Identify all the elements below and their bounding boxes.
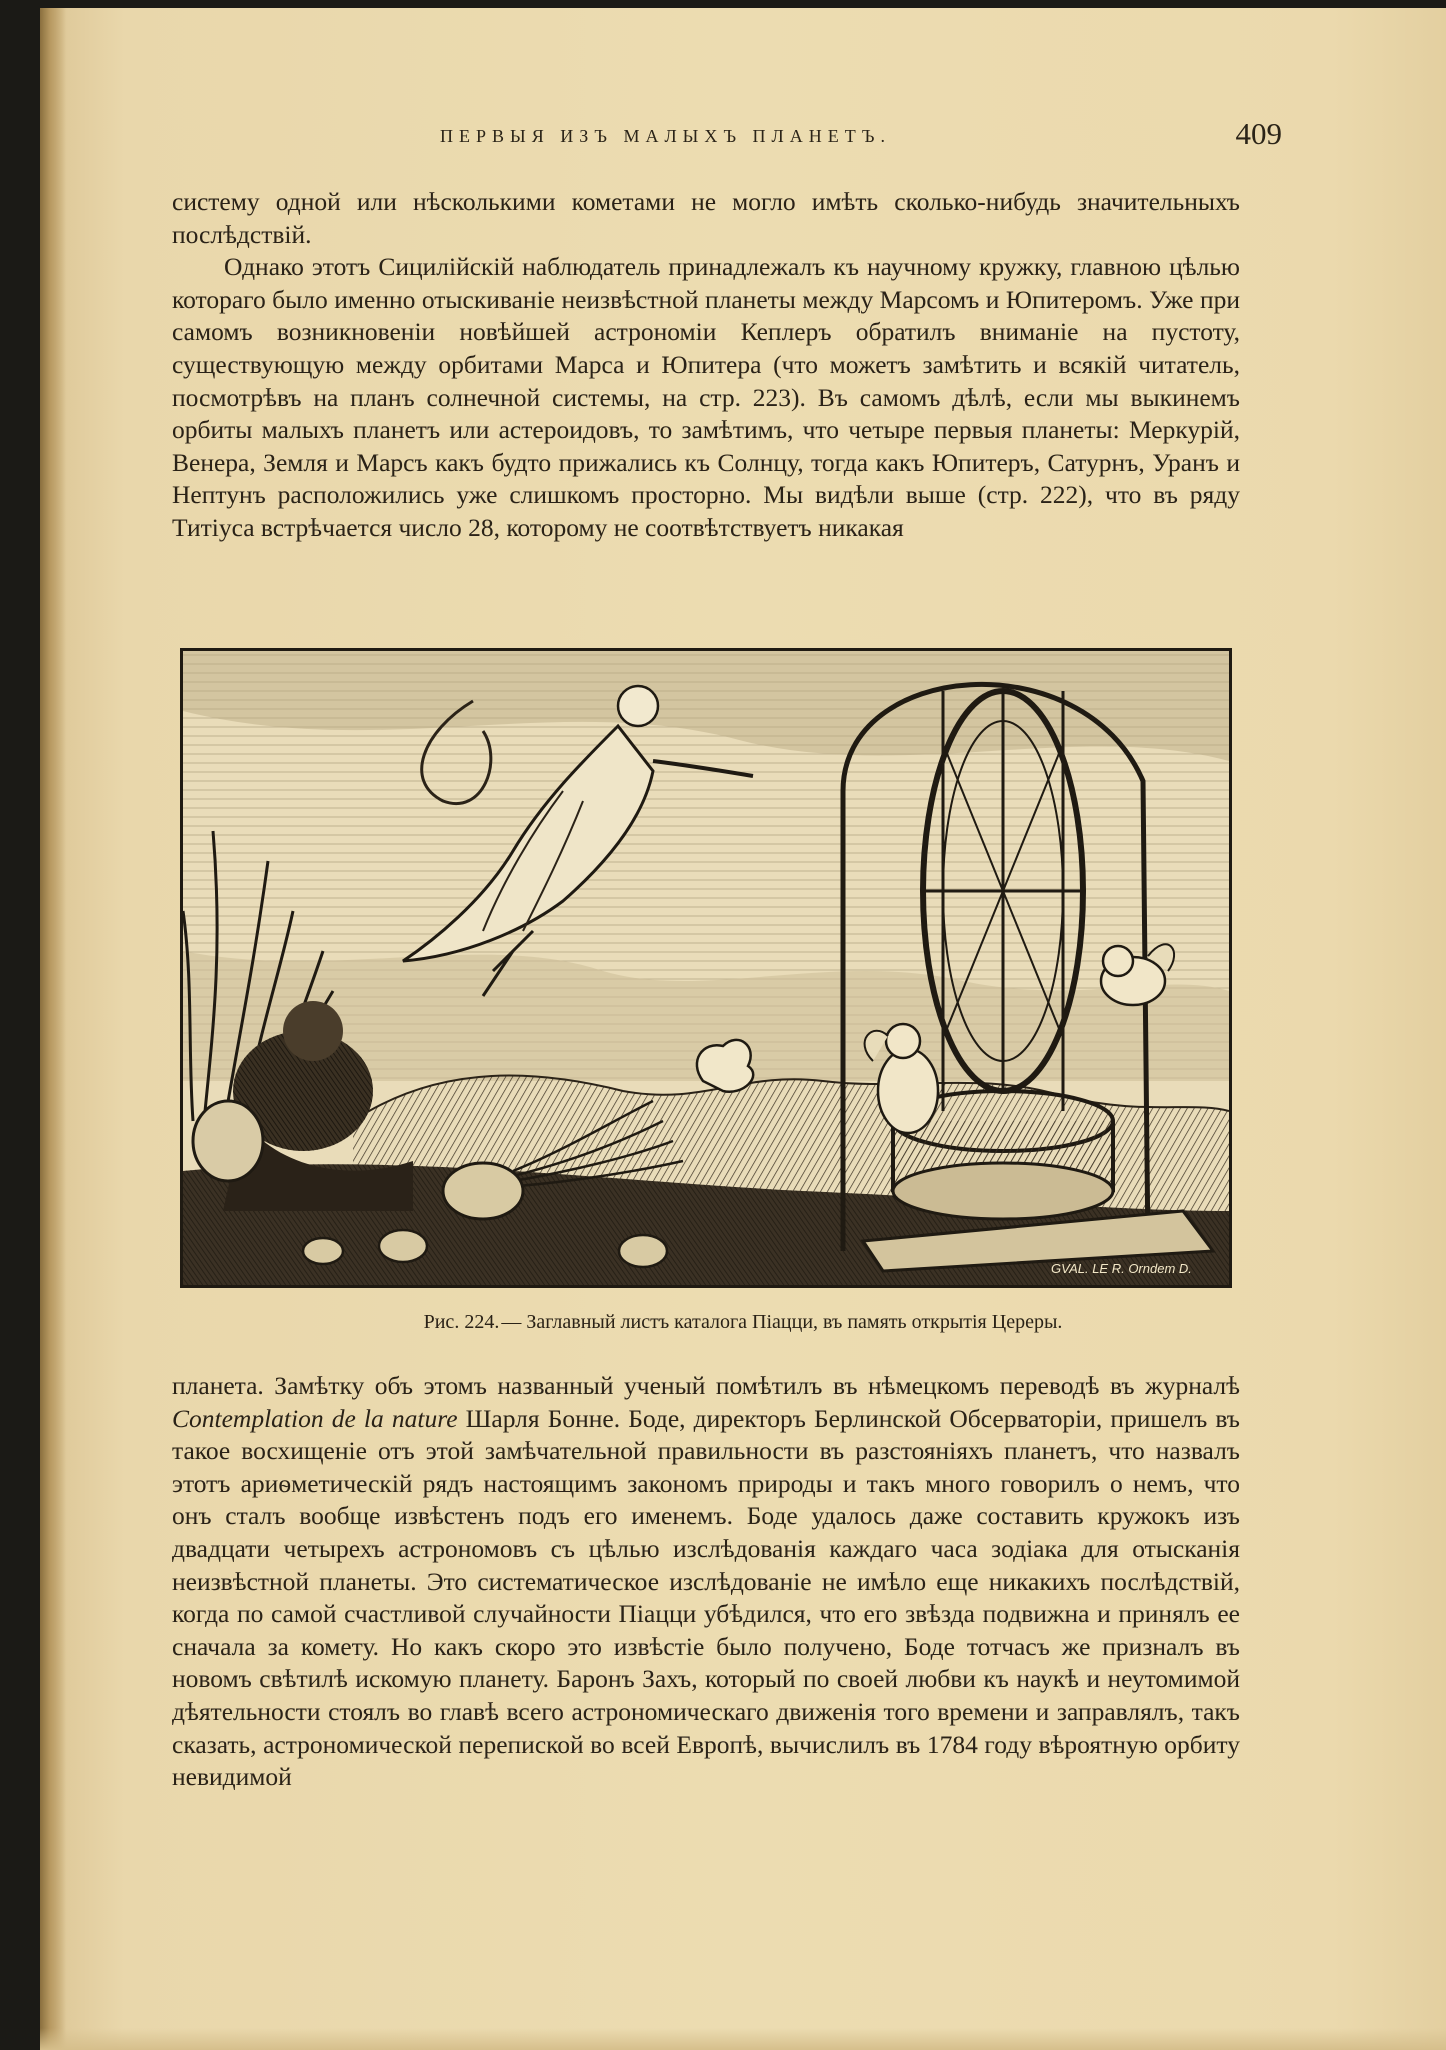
page-number: 409 xyxy=(1235,116,1282,151)
caption-label: Рис. 224. xyxy=(423,1311,500,1333)
caption-text: — Заглавный листъ каталога Піацци, въ память открытія Цереры. xyxy=(501,1311,1063,1333)
bottom-text-block xyxy=(172,1370,1240,1794)
engraving-figure xyxy=(180,648,1232,1288)
running-title: ПЕРВЫЯ ИЗЪ МАЛЫХЪ ПЛАНЕТЪ. xyxy=(440,126,891,146)
figure-caption xyxy=(40,1311,1446,1334)
paragraph-bode-start: планета. Замѣтку объ этомъ названный ученый помѣтилъ въ нѣмецкомъ переводѣ въ журналѣ xyxy=(172,1371,1240,1400)
paragraph-titius: Однако этотъ Сицилійскій наблюдатель принадлежалъ къ научному кружку, главною цѣлью котораго было именно отыскиваніе неизвѣстной планеты между Марсомъ и Юпитеромъ. Уже при самомъ возникновеніи новѣйшей астрономіи Кеплеръ обратилъ вниманіе на пустоту, существующую между орбитами Марса и Юпитера (что можетъ замѣтить и всякій читатель, посмотрѣвъ на планъ солнечной системы, на стр. 223). Въ самомъ дѣлѣ, если мы выкинемъ орбиты малыхъ планетъ или астероидовъ, то замѣтимъ, что четыре первыя планеты: Меркурій, Венера, Земля и Марсъ какъ будто прижались къ Солнцу, тогда какъ Юпитеръ, Сатурнъ, Уранъ и Нептунъ расположились уже слишкомъ просторно. Мы видѣли выше (стр. 222), что въ ряду Титіуса встрѣчается число 28, которому не соотвѣтствуетъ никакая xyxy=(172,252,1240,542)
engraver-signature: GVAL. LE R. Orndem D. xyxy=(1051,1261,1192,1276)
paragraph-continued: систему одной или нѣсколькими кометами не могло имѣть сколько-нибудь значительныхъ послѣдствій. xyxy=(172,187,1240,249)
journal-title: Contemplation de la nature xyxy=(172,1403,458,1433)
paragraph-bode-rest: Шарля Бонне. Боде, директоръ Берлинской Обсерваторіи, пришелъ въ такое восхищеніе отъ этой замѣчательной правильности въ разстояніяхъ планетъ, что назвалъ этотъ ариѳметическій рядъ настоящимъ закономъ природы и такъ много говорилъ о немъ, что онъ сталъ вообще извѣстенъ подъ его именемъ. Боде удалось даже составить кружокъ изъ двадцати четырехъ астрономовъ съ цѣлью изслѣдованія каждаго часа зодіака для отысканія неизвѣстной планеты. Это систематическое изслѣдованіе не имѣло еще никакихъ послѣдствій, когда по самой счастливой случайности Піацци убѣдился, что его звѣзда подвижна и принялъ ее сначала за комету. Но какъ скоро это извѣстіе было получено, Боде тотчасъ же призналъ въ новомъ свѣтилѣ искомую планету. Баронъ Захъ, который по своей любви къ наукѣ и неутомимой дѣятельности стоялъ во главѣ всего астрономическаго движенія того времени и заправлялъ, такъ сказать, астрономической перепиской во всей Европѣ, вычислилъ въ 1784 году вѣроятную орбиту невидимой xyxy=(172,1403,1240,1792)
engraving-illustration xyxy=(183,651,1229,1285)
top-text-block xyxy=(172,186,1240,545)
book-page xyxy=(40,8,1446,2050)
running-head xyxy=(40,118,1446,158)
paragraph-bode xyxy=(172,1370,1240,1794)
